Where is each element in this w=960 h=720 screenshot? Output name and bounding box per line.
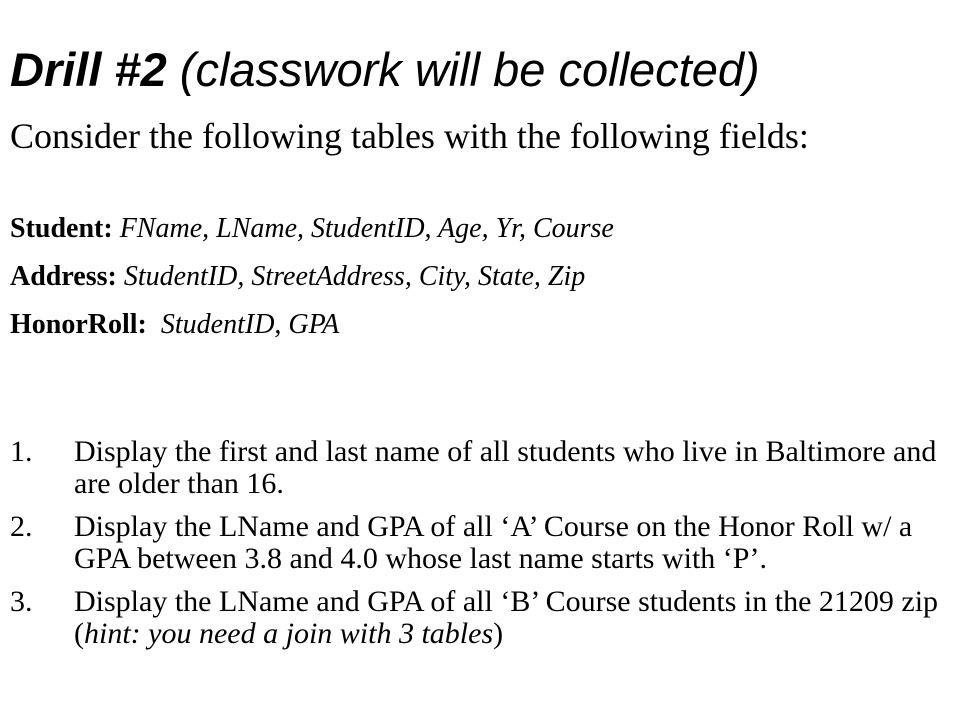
question-hint: hint: you need a join with 3 tables xyxy=(84,617,494,650)
title-subtitle: (classwork will be collected) xyxy=(166,43,760,96)
table-fields: StudentID, StreetAddress, City, State, Zip xyxy=(116,261,586,292)
list-item xyxy=(10,436,950,500)
table-honorroll xyxy=(10,308,339,342)
question-list xyxy=(10,436,950,661)
table-name: HonorRoll: xyxy=(10,309,147,340)
question-number: 2. xyxy=(10,510,33,543)
question-tail: ) xyxy=(493,617,504,650)
title-drill-number: Drill #2 xyxy=(10,43,167,96)
table-student xyxy=(10,212,614,246)
table-fields: StudentID, GPA xyxy=(146,309,340,340)
question-text: Display the first and last name of all students who live in Baltimore and are older than 16. xyxy=(74,435,937,500)
table-address xyxy=(10,260,585,294)
table-fields: FName, LName, StudentID, Age, Yr, Course xyxy=(112,213,614,244)
list-item xyxy=(10,511,950,575)
table-name: Student: xyxy=(10,213,113,244)
question-number: 1. xyxy=(10,435,33,468)
table-name: Address: xyxy=(10,261,117,292)
question-text: Display the LName and GPA of all ‘B’ Course students in the 21209 zip ( xyxy=(74,585,939,650)
intro-text: Consider the following tables with the following fields: xyxy=(10,116,809,156)
slide-title xyxy=(10,38,760,102)
question-text: Display the LName and GPA of all ‘A’ Course on the Honor Roll w/ a GPA between 3.8 and 4.0 whose last name starts with ‘P’. xyxy=(74,510,913,575)
list-item xyxy=(10,586,950,650)
question-number: 3. xyxy=(10,585,33,618)
